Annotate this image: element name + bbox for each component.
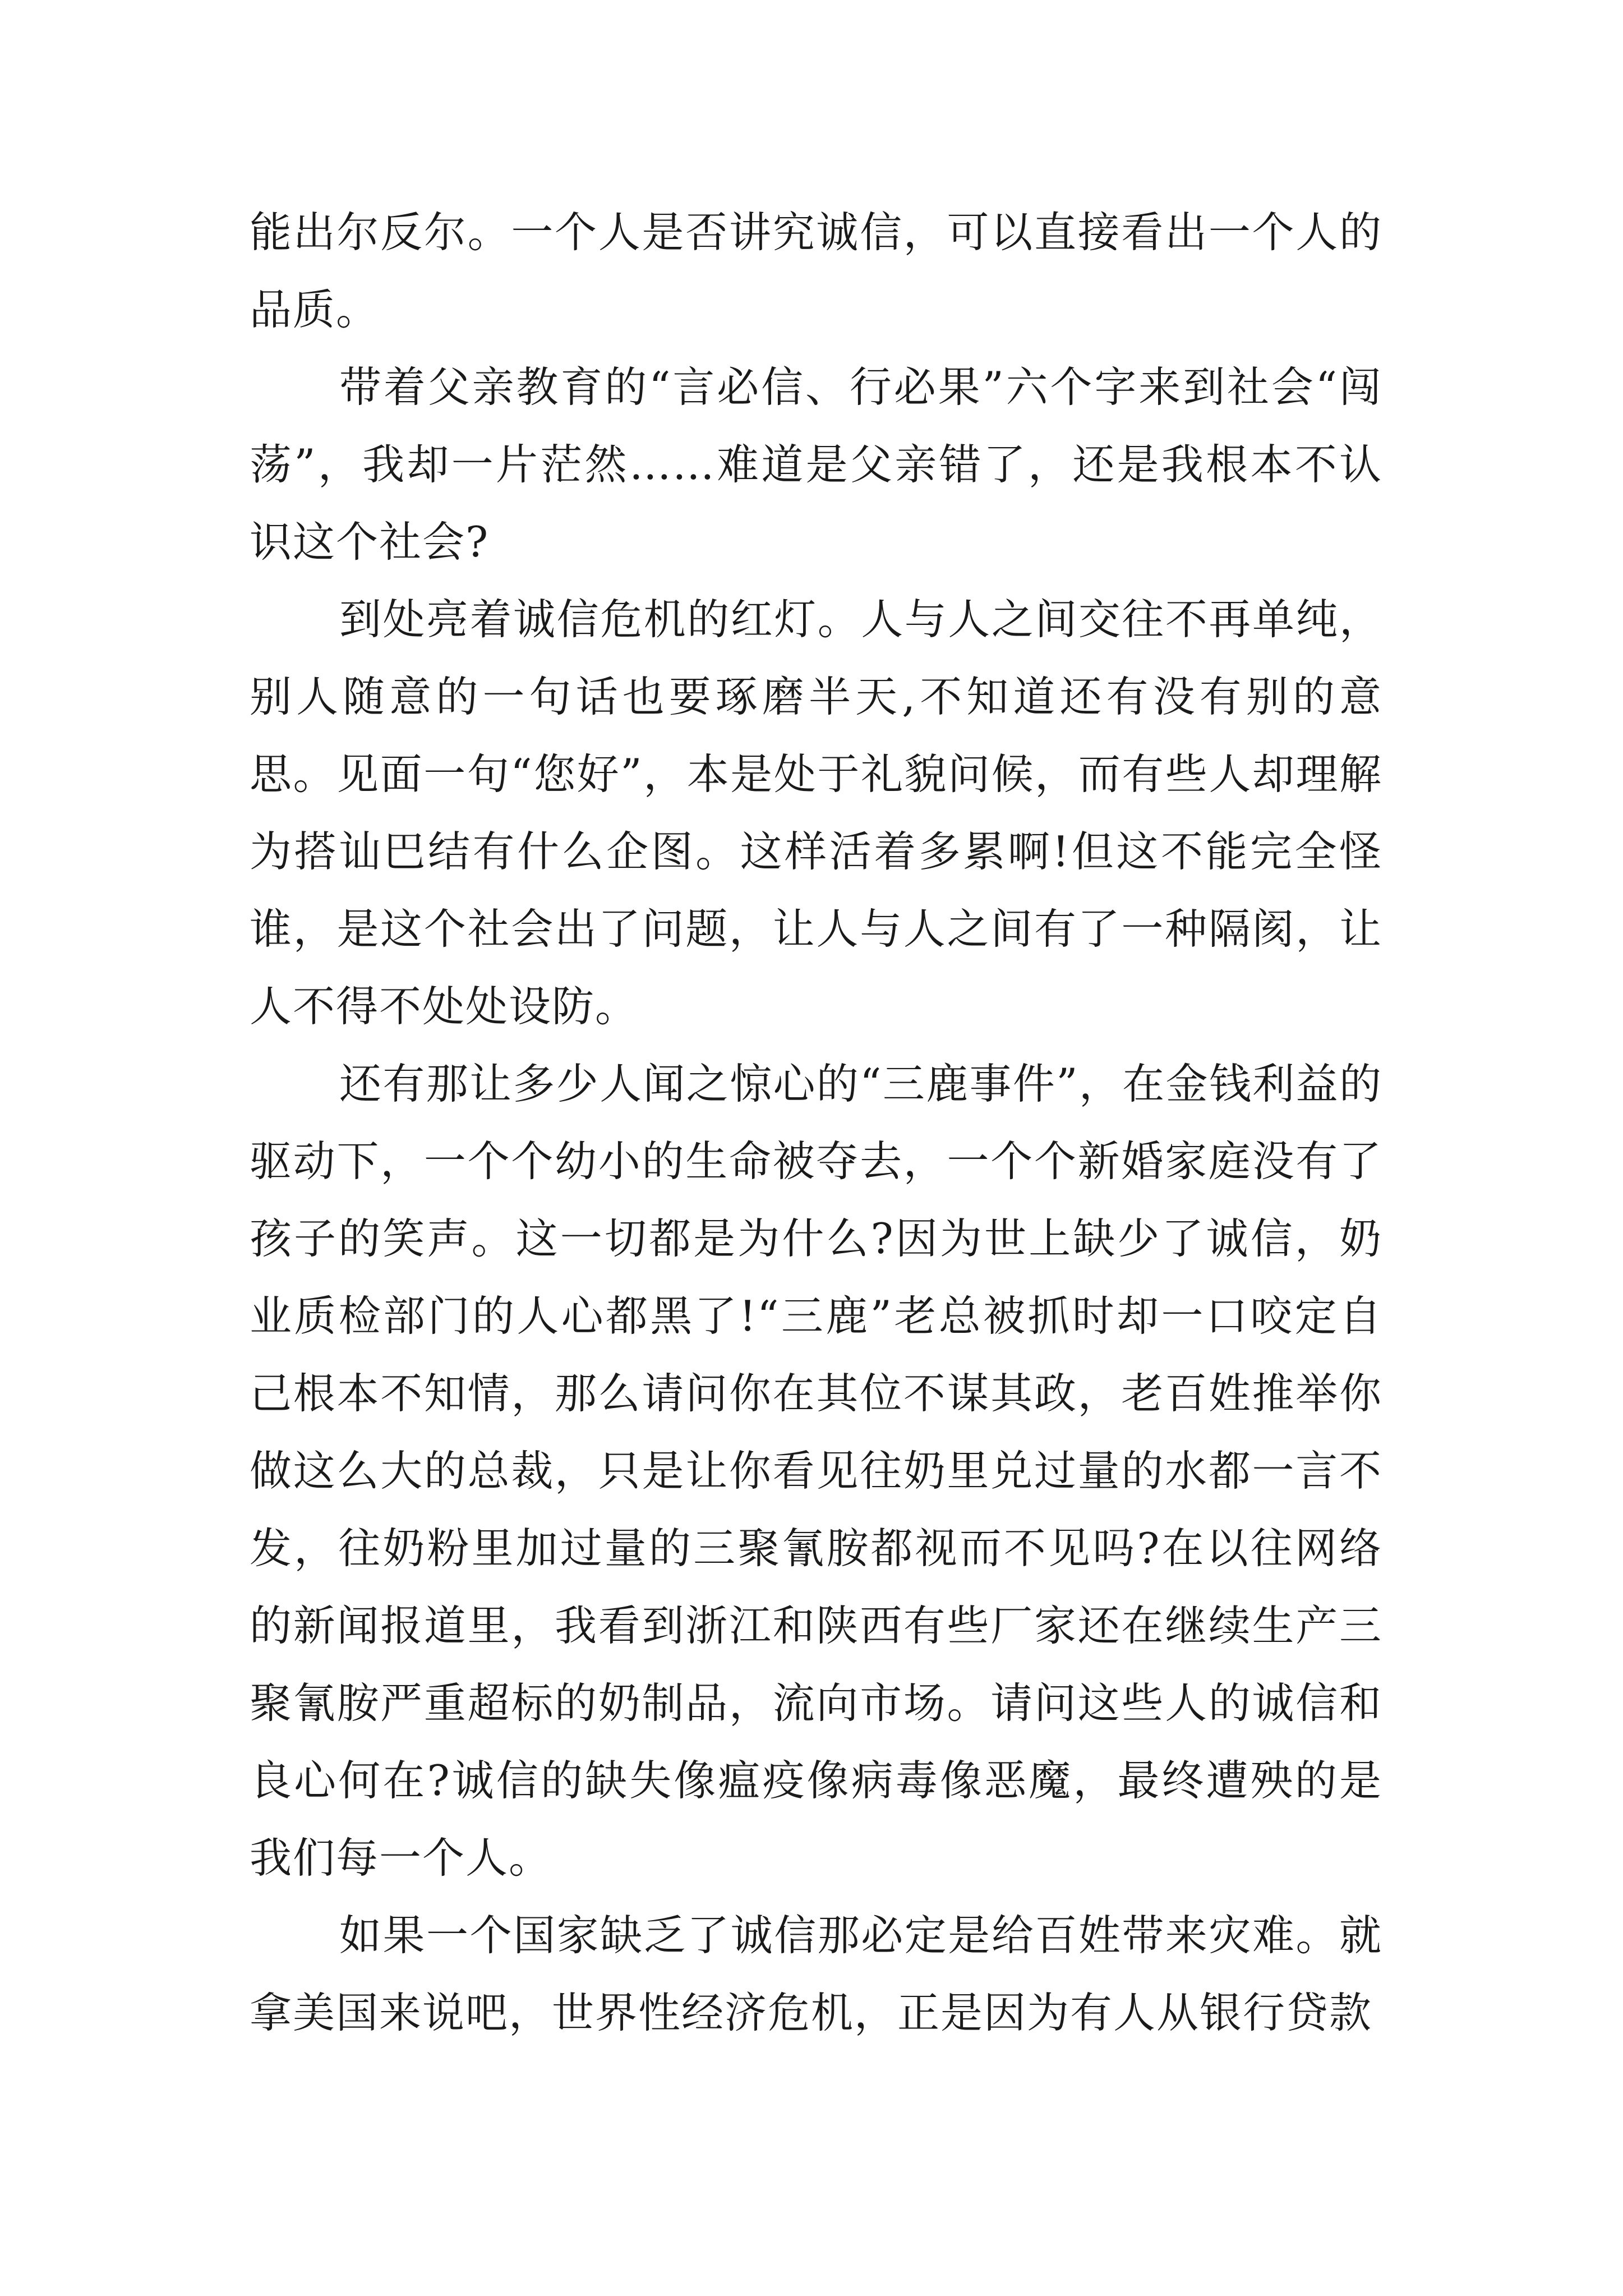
body-text	[250, 194, 1382, 2051]
paragraph-3: 到处亮着诚信危机的红灯。人与人之间交往不再单纯，别人随意的一句话也要琢磨半天,不知道还有没有别的意思。见面一句“您好”，本是处于礼貌问候，而有些人却理解为搭讪巴结有什么企图。这样活着多累啊!但这不能完全怪谁，是这个社会出了问题，让人与人之间有了一种隔阂，让人不得不处处设防。	[250, 595, 1382, 1031]
paragraph-4: 还有那让多少人闻之惊心的“三鹿事件”，在金钱利益的驱动下，一个个幼小的生命被夺去，一个个新婚家庭没有了孩子的笑声。这一切都是为什么?因为世上缺少了诚信，奶业质检部门的人心都黑了!“三鹿”老总被抓时却一口咬定自己根本不知情，那么请问你在其位不谋其政，老百姓推举你做这么大的总裁，只是让你看见往奶里兑过量的水都一言不发，往奶粉里加过量的三聚氰胺都视而不见吗?在以往网络的新闻报道里，我看到浙江和陕西有些厂家还在继续生产三聚氰胺严重超标的奶制品，流向市场。请问这些人的诚信和良心何在?诚信的缺失像瘟疫像病毒像恶魔，最终遭殃的是我们每一个人。	[250, 1059, 1382, 1883]
paragraph-2: 带着父亲教育的“言必信、行必果”六个字来到社会“闯荡”，我却一片茫然……难道是父亲错了，还是我根本不认识这个社会?	[250, 362, 1382, 567]
paragraph-1: 能出尔反尔。一个人是否讲究诚信，可以直接看出一个人的品质。	[250, 208, 1382, 334]
paragraph-5: 如果一个国家缺乏了诚信那必定是给百姓带来灾难。就拿美国来说吧，世界性经济危机，正是因为有人从银行贷款	[250, 1911, 1382, 2037]
